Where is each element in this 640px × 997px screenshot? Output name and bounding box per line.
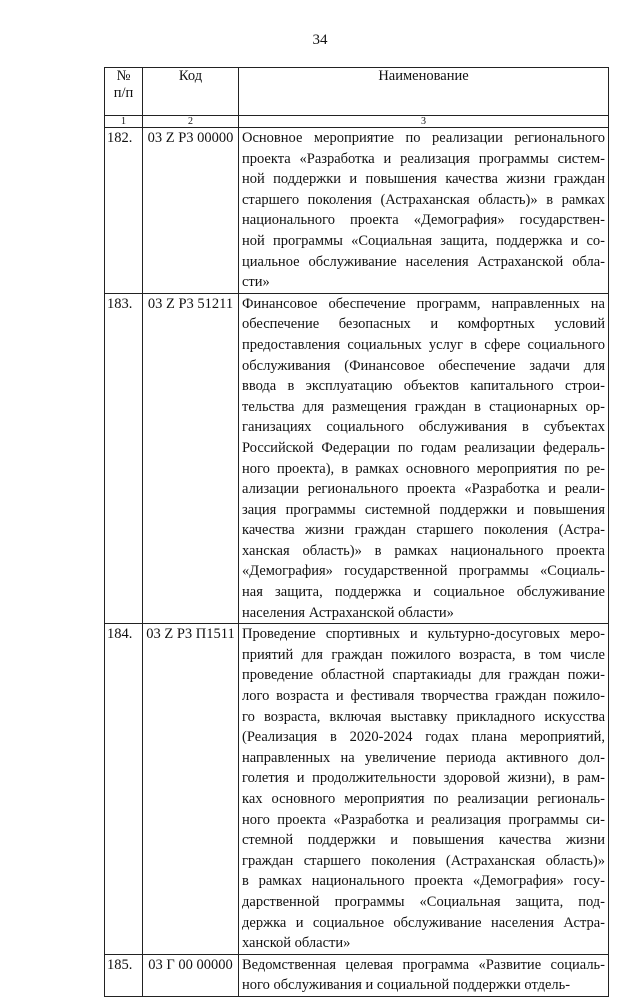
name-line: предоставления социальных услуг в сфере социального [242,336,605,353]
name-line: зация программы системной поддержки и повышения [242,501,605,518]
row-code: 03 Г 00 00000 [143,954,239,996]
row-name [239,954,609,996]
row-code: 03 Z P3 П1511 [143,624,239,955]
column-number-row [105,116,609,128]
header-num: № п/п [105,68,143,116]
header-name: Наименование [239,68,609,116]
name-line: ной поддержки и повышения качества жизни граждан [242,171,605,188]
row-name [239,128,609,294]
name-line: ввода в эксплуатацию объектов капитального строи- [242,378,605,395]
name-line: национального проекта «Демография» государствен- [242,212,605,229]
name-line: ализации регионального проекта «Разработка и реали- [242,481,605,498]
table-row [105,128,609,294]
page-number: 34 [312,32,328,48]
column-number: 3 [239,116,609,128]
classification-table [104,67,609,997]
table-body [105,128,609,997]
name-line: проекта «Разработка и реализация программы систем- [242,150,605,167]
row-code: 03 Z P3 51211 [143,293,239,624]
name-line: Финансовое обеспечение программ, направленных на [242,295,605,312]
name-line: обслуживания (Финансовое обеспечение задачи для [242,357,605,374]
table-row [105,293,609,624]
name-line: качества жизни граждан старшего поколения (Астра- [242,522,605,539]
name-line: ной программы «Социальная защита, поддержка и со- [242,232,605,249]
name-line: Ведомственная целевая программа «Развитие социаль- [242,956,605,973]
name-line: ного проекта «Разработка и реализация программы си- [242,811,605,828]
header-code: Код [143,68,239,116]
name-line: ная защита, поддержка и социальное обслуживание [242,584,605,601]
name-line: Российской Федерации по годам реализации федераль- [242,439,605,456]
name-line: сти» [242,274,270,291]
name-line: «Демография» государственной программы «Социаль- [242,563,605,580]
table-header-row [105,68,609,116]
column-number: 1 [105,116,143,128]
name-line: циальное обслуживание населения Астраханской обла- [242,253,605,270]
row-number: 184. [105,624,143,955]
name-line: Основное мероприятие по реализации регионального [242,130,605,146]
name-line: старшего поколения (Астраханская область)» в рамках [242,191,605,208]
table-row [105,954,609,996]
name-line: граждан старшего поколения (Астраханская область)» [242,852,605,869]
name-line: приятий для граждан пожилого возраста, в том числе [242,646,605,663]
row-number: 185. [105,954,143,996]
name-line: ханская область)» в рамках национального проекта [242,542,605,559]
name-line: населения Астраханской области» [242,604,454,621]
row-number: 183. [105,293,143,624]
name-line: ного обслуживания и социальной поддержки отдель- [242,977,571,994]
name-line: Проведение спортивных и культурно-досуговых меро- [242,626,605,643]
row-name [239,293,609,624]
name-line: ках основного мероприятия по реализации региональ- [242,791,605,807]
name-line: го возраста, включая выставку прикладного искусства [242,708,605,725]
name-line: проведение областной спартакиады для граждан пожи- [242,667,605,684]
name-line: ганизациях социального обслуживания в субъектах [242,419,605,436]
name-line: стемной поддержки и повышения качества жизни [242,832,605,849]
row-number: 182. [105,128,143,294]
column-number: 2 [143,116,239,128]
name-line: ханской области» [242,935,351,952]
name-line: дарственной программы «Социальная защита, под- [242,893,605,910]
row-code: 03 Z P3 00000 [143,128,239,294]
name-line: (Реализация в 2020-2024 годах плана мероприятий, [242,729,605,746]
name-line: обеспечение безопасных и комфортных условий [242,316,605,333]
name-line: голетия и продолжительности здоровой жизни), в рам- [242,770,605,787]
name-line: ного проекта), в рамках основного мероприятия по ре- [242,460,605,477]
name-line: лого возраста и фестиваля творчества граждан пожило- [242,688,605,705]
name-line: держка и социальное обслуживание населения Астра- [242,914,605,931]
name-line: в рамках национального проекта «Демография» госу- [242,873,605,890]
name-line: тельства для размещения граждан в стационарных ор- [242,398,605,415]
name-line: направленных на увеличение периода активного дол- [242,749,605,766]
